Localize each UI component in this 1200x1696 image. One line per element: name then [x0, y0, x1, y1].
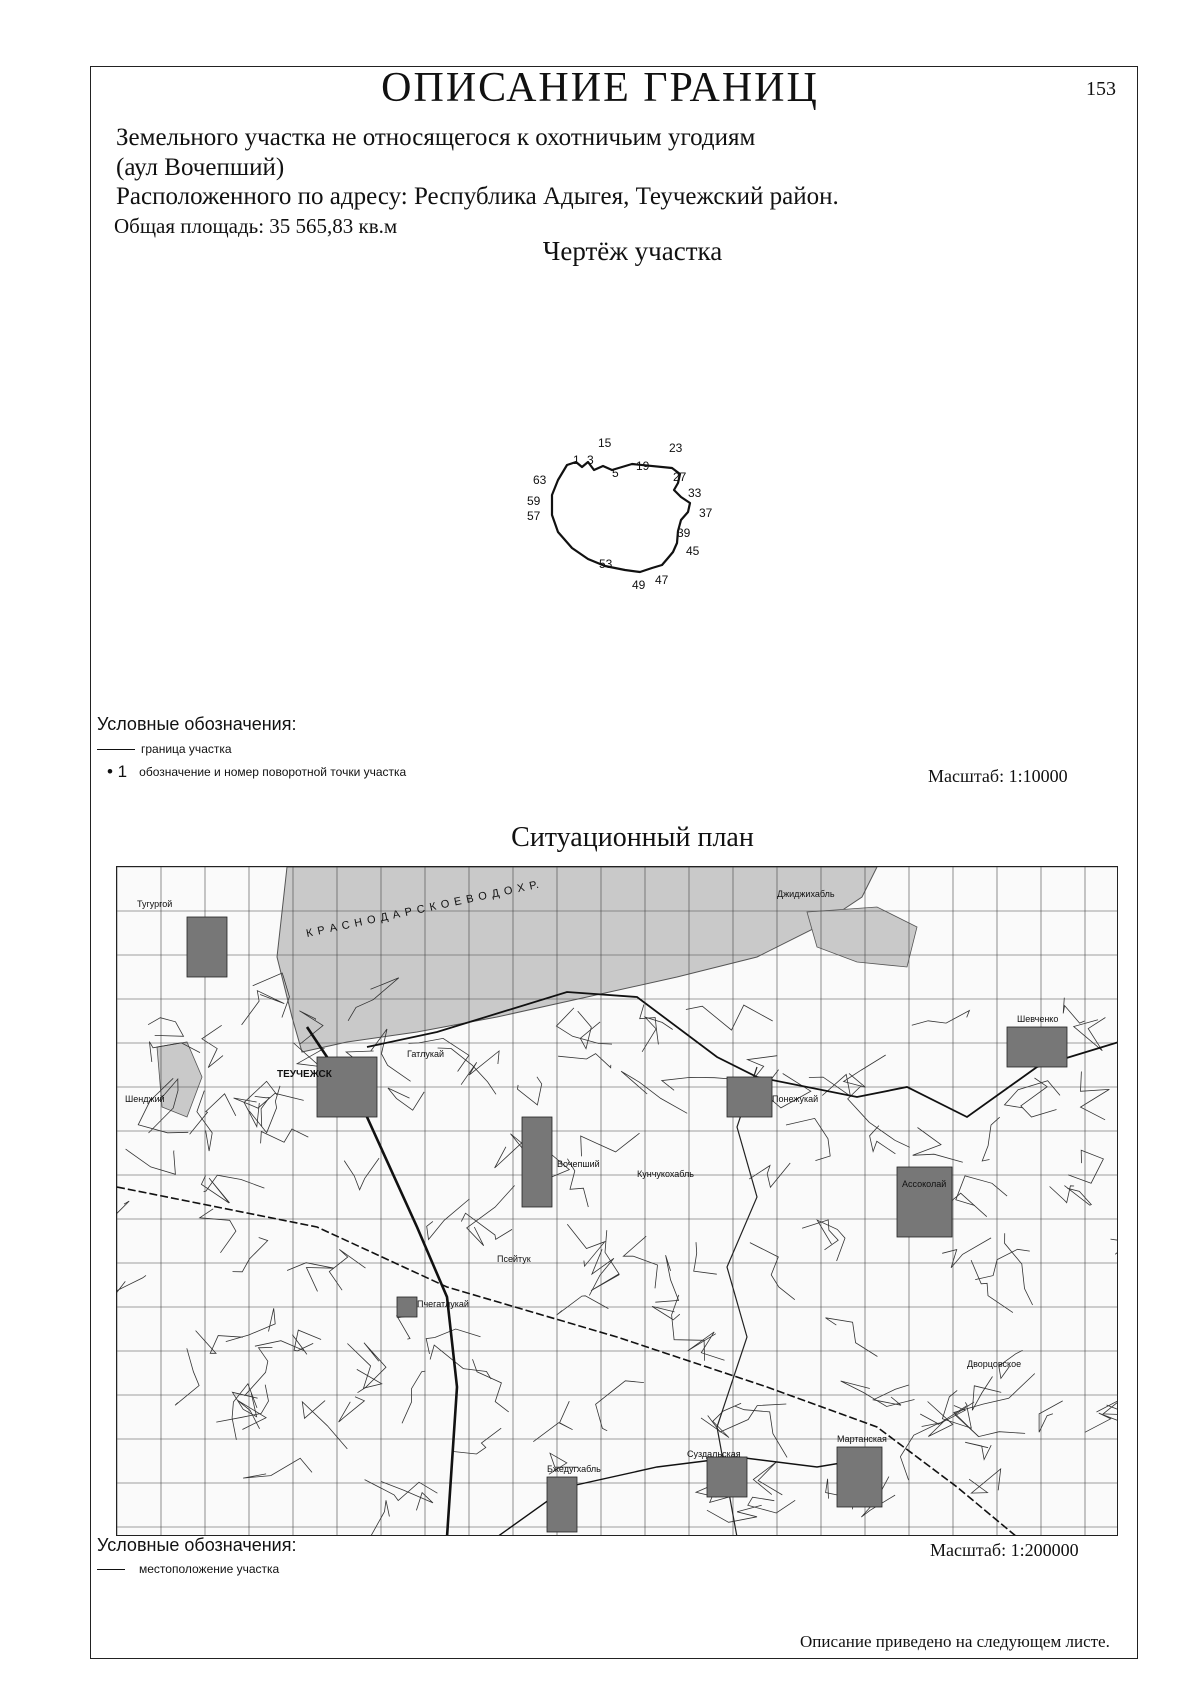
legend-boundary-label: граница участка — [141, 742, 232, 756]
map-contour — [621, 1071, 687, 1113]
map-contour — [870, 1126, 896, 1154]
map-contour — [204, 1175, 265, 1192]
map-contour — [686, 1005, 773, 1030]
map-contour — [557, 1296, 609, 1315]
legend-title: Условные обозначения: — [97, 714, 297, 734]
map-scale: Масштаб: 1:200000 — [930, 1540, 1079, 1560]
map-contour — [117, 1201, 129, 1244]
parcel-boundary-svg — [0, 0, 1200, 640]
map-contour — [190, 1094, 236, 1134]
settlement-shevchenko — [1007, 1027, 1067, 1067]
settlement-line: (аул Вочепший) — [116, 154, 285, 181]
map-contour — [358, 1343, 387, 1393]
map-contour — [623, 1236, 657, 1288]
map-contour — [438, 1048, 496, 1094]
point-label: 47 — [655, 573, 669, 587]
point-label: 63 — [533, 473, 547, 487]
map-contour — [655, 1255, 678, 1302]
place-label: Шевченко — [1017, 1014, 1059, 1024]
map-contour — [255, 1096, 270, 1126]
map-contour — [652, 1306, 680, 1320]
place-label: Понежукай — [772, 1094, 819, 1104]
map-contour — [596, 1381, 644, 1431]
place-label: Шенджий — [125, 1094, 165, 1104]
map-contour — [954, 1374, 1035, 1437]
map-contour — [848, 1086, 910, 1148]
map-contour — [841, 1381, 915, 1407]
map-contour — [242, 991, 285, 1025]
map-contour — [942, 1390, 971, 1428]
map-contour — [175, 1348, 199, 1405]
point-label: 37 — [699, 506, 713, 520]
point-label: 15 — [598, 436, 612, 450]
settlement-assokolay — [897, 1167, 952, 1237]
map-contour — [913, 1128, 963, 1163]
point-label: 53 — [599, 557, 613, 571]
map-contour — [1068, 1150, 1103, 1183]
map-contour — [232, 1384, 257, 1440]
place-label: Гатлукай — [407, 1049, 445, 1059]
map-contour — [900, 1414, 938, 1480]
map-contour — [402, 1371, 425, 1423]
map-contour — [965, 1442, 991, 1459]
point-label: 3 — [587, 453, 594, 467]
map-contour — [148, 1018, 183, 1037]
map-legend-row — [97, 1562, 279, 1576]
map-contour — [117, 1275, 146, 1302]
map-legend-title: Условные обозначения: — [97, 1535, 297, 1555]
bay-water — [807, 907, 917, 967]
map-contour — [473, 1359, 509, 1412]
map-contour — [556, 1008, 612, 1044]
map-contour — [1063, 998, 1084, 1023]
map-contour — [233, 1238, 268, 1272]
map-contour — [287, 1263, 334, 1292]
map-contour — [344, 1158, 379, 1190]
map-contour — [591, 1230, 620, 1290]
point-label: 33 — [688, 486, 702, 500]
parcel-boundary — [552, 462, 690, 572]
map-contour — [388, 1088, 424, 1110]
map-contour — [370, 1500, 390, 1536]
map-contour — [461, 1051, 499, 1085]
map-contour — [347, 1344, 381, 1389]
map-contour — [339, 1397, 365, 1422]
page-number: 153 — [1086, 78, 1116, 100]
map-contour — [126, 1149, 176, 1174]
place-label: Псейтук — [497, 1254, 531, 1264]
point-label: 23 — [669, 441, 683, 455]
map-contour — [694, 1242, 717, 1274]
map-legend-label: местоположение участка — [139, 1562, 280, 1576]
map-contour — [467, 1186, 515, 1246]
map-contour — [701, 1403, 741, 1437]
map-contour — [1074, 1018, 1106, 1051]
map-contour — [1050, 1186, 1075, 1203]
map-contour — [302, 1401, 347, 1449]
map-contour — [581, 1133, 640, 1156]
point-label: 27 — [673, 470, 687, 484]
map-contour — [688, 1332, 725, 1360]
drawing-scale: Масштаб: 1:10000 — [928, 766, 1068, 786]
map-contour — [956, 1176, 1007, 1206]
map-contour — [942, 1238, 991, 1268]
map-contour — [533, 1401, 572, 1442]
place-label: Пчегатлукай — [417, 1299, 469, 1309]
map-contour — [567, 1224, 605, 1266]
settlement-martanskaya — [837, 1447, 882, 1507]
map-contour — [809, 1074, 851, 1096]
point-label: 59 — [527, 494, 541, 508]
map-contour — [753, 1462, 782, 1495]
point-label: 45 — [686, 544, 700, 558]
point-label: 39 — [677, 526, 691, 540]
map-contour — [750, 1243, 795, 1300]
map-contour — [329, 1249, 365, 1290]
reservoir-label: К Р А С Н О Д А Р С К О Е В О Д О Х Р. — [305, 878, 541, 940]
map-contour — [1085, 1413, 1118, 1432]
place-label: Вочепший — [557, 1159, 600, 1169]
map-contour — [817, 1220, 845, 1261]
parcel-description-line: Земельного участка не относящегося к охотничьим угодиям — [116, 124, 756, 151]
point-marker-symbol: • 1 — [107, 762, 128, 781]
point-label: 19 — [636, 459, 650, 473]
situation-heading: Ситуационный план — [511, 822, 754, 853]
map-contour — [735, 1406, 787, 1457]
map-contour — [255, 1335, 307, 1355]
footer-note: Описание приведено на следующем листе. — [800, 1632, 1110, 1651]
map-contour — [518, 1077, 542, 1105]
map-contour — [955, 1402, 1025, 1437]
legend-point-label: обозначение и номер поворотной точки участка — [139, 765, 407, 779]
point-label: 49 — [632, 578, 646, 592]
location-line-symbol — [97, 1569, 125, 1570]
map-contour — [662, 1077, 729, 1090]
map-contour — [1005, 1233, 1033, 1305]
place-label: Суздальская — [687, 1449, 741, 1459]
settlement-teuchezhsk — [317, 1057, 377, 1117]
map-contour — [452, 1428, 501, 1454]
settlement-bzhedugkhabl — [547, 1477, 577, 1532]
settlement-suzdalskaya — [707, 1457, 747, 1497]
address-line: Расположенного по адресу: Республика Адыгея, Теучежский район. — [116, 183, 839, 210]
area-line: Общая площадь: 35 565,83 кв.м — [114, 214, 398, 238]
situation-map — [116, 866, 1118, 1536]
point-label: 5 — [612, 466, 619, 480]
legend-point-row — [97, 762, 406, 782]
settlement-north — [187, 917, 227, 977]
place-label: Кунчукохабль — [637, 1169, 694, 1179]
map-contour — [243, 1458, 312, 1478]
map-contour — [1097, 1399, 1119, 1415]
map-contour — [971, 1260, 1013, 1313]
map-contour — [1111, 1220, 1119, 1255]
legend-boundary-row — [97, 742, 232, 756]
map-contour — [969, 1469, 1001, 1493]
map-contour — [245, 1347, 273, 1395]
point-label: 1 — [573, 453, 580, 467]
topographic-map — [117, 867, 1118, 1536]
place-label: Дворцовское — [967, 1359, 1022, 1369]
map-contour — [196, 1331, 243, 1354]
west-water — [157, 1042, 202, 1117]
settlement-ponezhukay — [727, 1077, 772, 1117]
map-contour — [1039, 1401, 1063, 1432]
place-label: Джиджихабль — [777, 889, 835, 899]
map-contour — [786, 1118, 830, 1160]
map-contour — [558, 1054, 611, 1068]
map-contour — [912, 1011, 970, 1026]
map-contour — [844, 1055, 886, 1087]
map-contour — [197, 1091, 212, 1152]
place-label: ТЕУЧЕЖСК — [277, 1069, 332, 1080]
map-contour — [826, 1318, 878, 1357]
map-contour — [201, 1176, 229, 1203]
place-label: Тугургой — [137, 899, 173, 909]
settlement-pcheg — [397, 1297, 417, 1317]
place-label: Мартанская — [837, 1434, 887, 1444]
place-label: Ассоколай — [902, 1179, 947, 1189]
document-title: ОПИСАНИЕ ГРАНИЦ — [381, 65, 819, 111]
point-label: 57 — [527, 509, 541, 523]
place-label: Бжедугхабль — [547, 1464, 601, 1474]
drawing-heading: Чертёж участка — [542, 236, 723, 266]
map-contour — [397, 1316, 413, 1340]
map-contour — [748, 1497, 795, 1513]
boundary-line-symbol — [97, 749, 135, 750]
settlement-vochepshiy — [522, 1117, 552, 1207]
